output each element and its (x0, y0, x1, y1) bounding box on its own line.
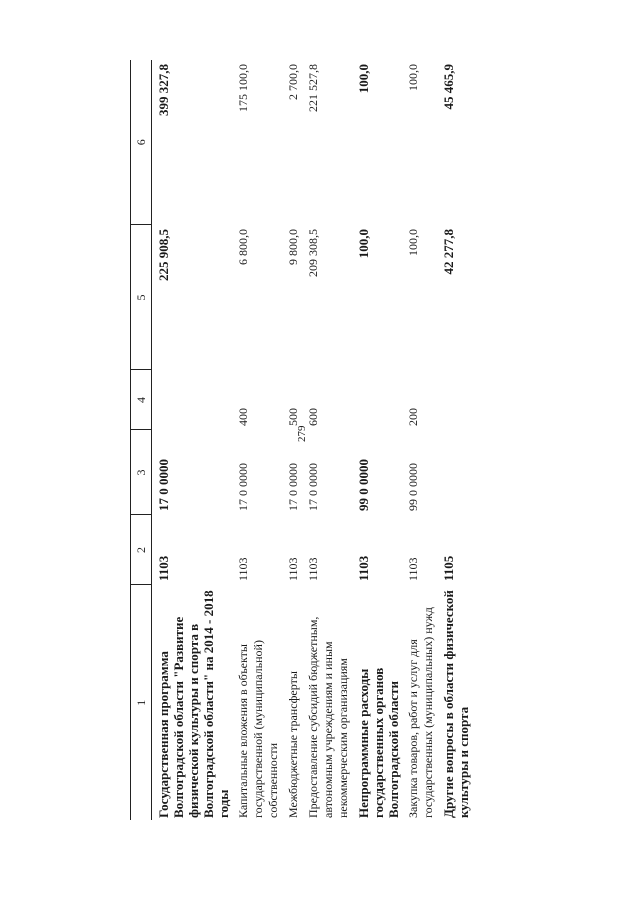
row-name: Другие вопросы в области физической культуры и спорта (441, 590, 471, 818)
row-value-5: 6 800,0 (236, 229, 250, 265)
budget-table (130, 60, 473, 820)
table-row (303, 60, 353, 820)
row-name: Закупка товаров, работ и услуг для государственных (муниципальных) нужд (406, 607, 435, 818)
table-row (353, 60, 403, 820)
row-section: 1103 (286, 557, 300, 581)
header-col-1: 1 (131, 585, 152, 820)
row-section: 1105 (441, 555, 456, 581)
row-target: 99 0 0000 (406, 463, 420, 511)
row-target: 17 0 0000 (236, 463, 250, 511)
page-number: 279 (296, 425, 308, 442)
row-value-6: 100,0 (356, 64, 371, 94)
row-section: 1103 (306, 557, 320, 581)
row-name: Межбюджетные трансферты (286, 671, 300, 818)
row-value-6: 221 527,8 (306, 64, 320, 112)
header-col-4: 4 (131, 370, 152, 430)
row-target: 17 0 0000 (286, 463, 300, 511)
budget-table-sheet (130, 60, 630, 820)
row-type: 500 (286, 408, 300, 426)
row-value-6: 45 465,9 (441, 64, 456, 110)
row-name: Предоставление субсидий бюджетным, автономным учреждениям и иным некоммерческим организациям (306, 616, 350, 818)
header-col-2: 2 (131, 515, 152, 585)
row-value-6: 2 700,0 (286, 64, 300, 100)
header-row (131, 60, 152, 820)
row-target: 17 0 0000 (156, 459, 171, 511)
row-section: 1103 (356, 555, 371, 581)
table-row (403, 60, 438, 820)
row-value-6: 175 100,0 (236, 64, 250, 112)
row-type: 600 (306, 408, 320, 426)
row-type (152, 370, 234, 430)
row-name: Государственная программа Волгоградской области "Развитие физической культуры и спорта в Волгоградской области" на 2014 - 2018 годы (156, 590, 231, 818)
row-type: 400 (236, 408, 250, 426)
row-value-6: 399 327,8 (156, 64, 171, 116)
row-section: 1103 (406, 557, 420, 581)
row-type: 200 (406, 408, 420, 426)
row-type (438, 370, 473, 430)
row-value-6: 100,0 (406, 64, 420, 91)
row-value-5: 100,0 (356, 229, 371, 259)
row-section: 1103 (236, 557, 250, 581)
table-row (233, 60, 283, 820)
table-row (438, 60, 473, 820)
row-target: 17 0 0000 (306, 463, 320, 511)
row-value-5: 42 277,8 (441, 229, 456, 275)
row-value-5: 209 308,5 (306, 229, 320, 277)
row-name: Непрограммные расходы государственных органов Волгоградской области (356, 667, 401, 818)
row-value-5: 9 800,0 (286, 229, 300, 265)
header-col-3: 3 (131, 430, 152, 515)
table-row (283, 60, 303, 820)
row-name: Капитальные вложения в объекты государственной (муниципальной) собственности (236, 640, 280, 818)
header-col-5: 5 (131, 225, 152, 370)
header-col-6: 6 (131, 60, 152, 225)
row-value-5: 225 908,5 (156, 229, 171, 281)
row-section: 1103 (156, 555, 171, 581)
row-target: 99 0 0000 (356, 459, 371, 511)
row-type (353, 370, 403, 430)
row-target (438, 430, 473, 515)
table-row (152, 60, 234, 820)
row-value-5: 100,0 (406, 229, 420, 256)
